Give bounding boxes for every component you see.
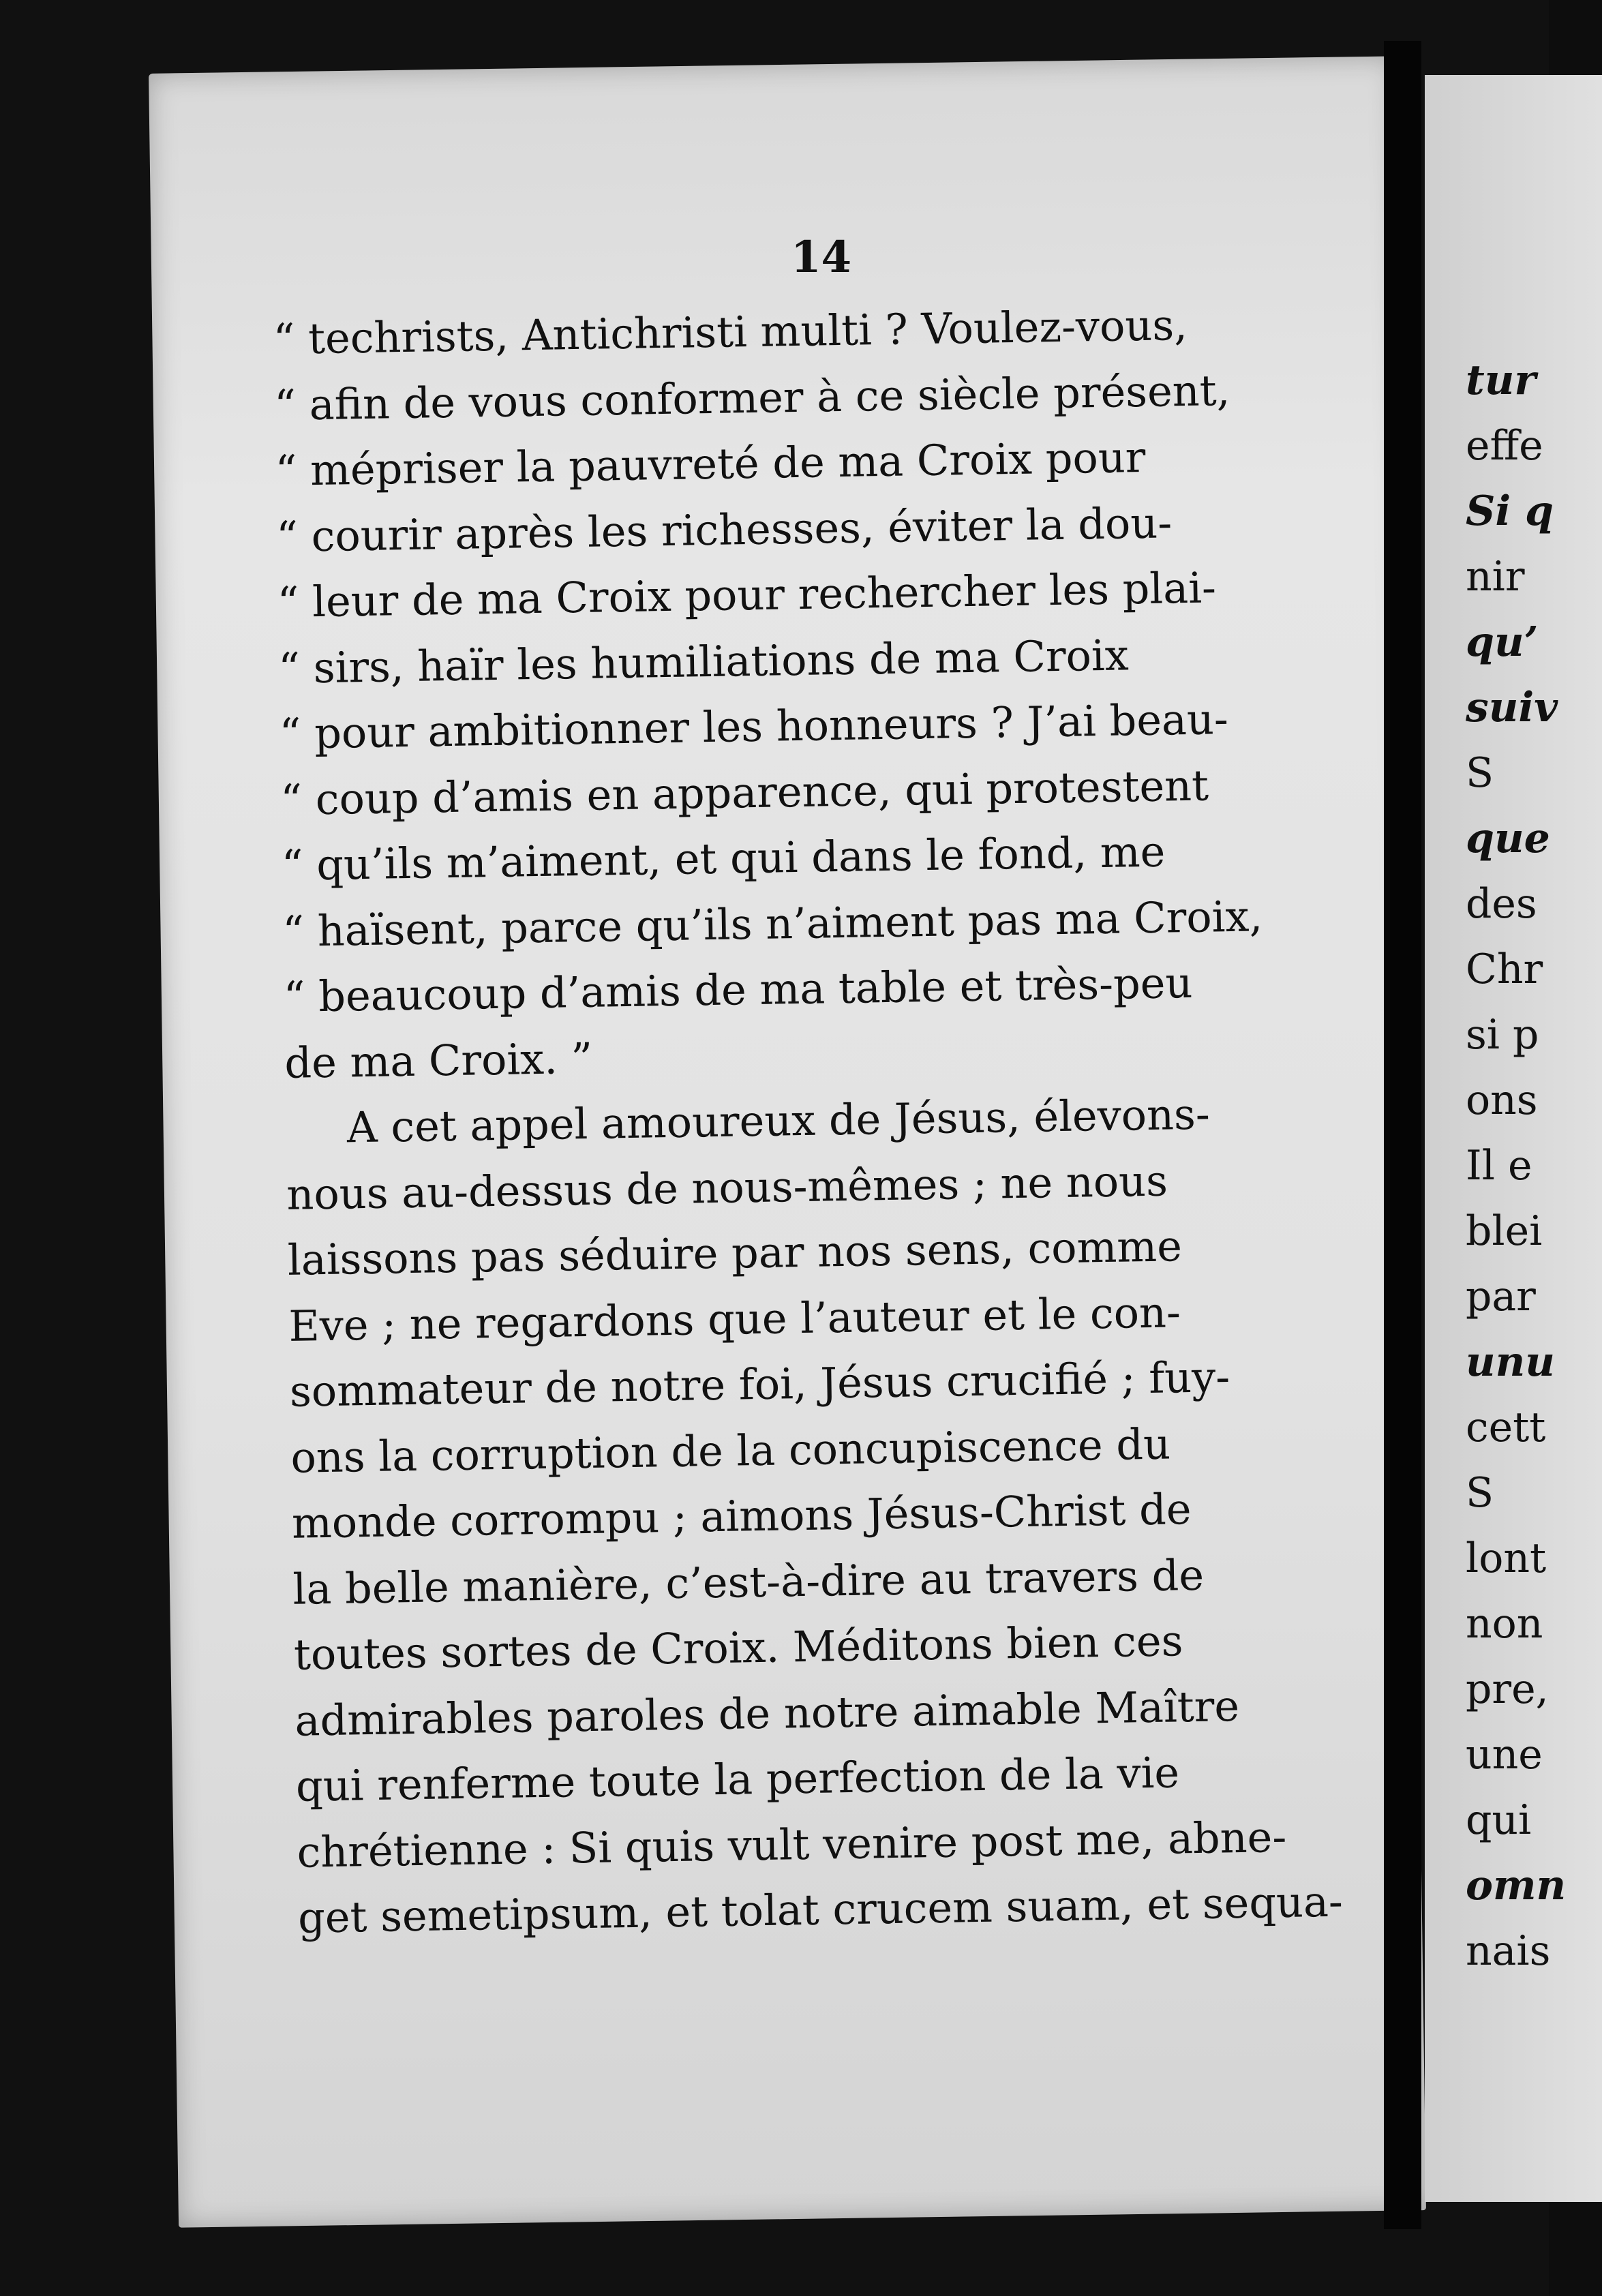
right-fragment: qu’ <box>1466 618 1539 666</box>
text-line: chrétienne : Si quis vult venire post me, abne- <box>297 1811 1287 1877</box>
right-fragment: lont <box>1466 1535 1547 1582</box>
text-line: monde corrompu ; aimons Jésus-Christ de <box>291 1484 1192 1548</box>
right-fragment: cett <box>1466 1404 1546 1451</box>
text-line: Eve ; ne regardons que l’auteur et le con- <box>288 1286 1181 1351</box>
right-fragment: tur <box>1466 357 1536 404</box>
text-line: “ qu’ils m’aiment, et qui dans le fond, me <box>281 826 1166 890</box>
text-line: “ pour ambitionner les honneurs ? J’ai beau- <box>279 694 1229 759</box>
right-fragment: Si q <box>1466 487 1554 535</box>
right-fragment: blei <box>1466 1207 1543 1255</box>
text-line: “ courir après les richesses, éviter la dou- <box>275 497 1173 562</box>
text-line: “ beaucoup d’amis de ma table et très-peu <box>283 957 1193 1022</box>
right-page-text <box>1466 348 1566 1984</box>
text-line: “ sirs, haïr les humiliations de ma Croix <box>277 629 1130 693</box>
paragraph-first-line: A cet appel amoureux de Jésus, élevons- <box>346 1089 1211 1153</box>
page-number: 14 <box>791 232 852 283</box>
text-line: toutes sortes de Croix. Méditons bien ces <box>293 1616 1183 1680</box>
right-fragment: nais <box>1466 1927 1551 1975</box>
right-fragment: une <box>1466 1731 1543 1779</box>
text-line: la belle manière, c’est-à-dire au travers de <box>292 1550 1205 1614</box>
right-fragment: des <box>1466 880 1537 928</box>
main-text-block <box>273 290 1389 1951</box>
text-line: nous au-dessus de nous-mêmes ; ne nous <box>286 1155 1168 1220</box>
text-line: “ leur de ma Croix pour rechercher les plai- <box>277 562 1217 627</box>
right-fragment: suiv <box>1466 684 1558 731</box>
text-line: qui renferme toute la perfection de la vie <box>295 1747 1180 1811</box>
right-fragment: S <box>1466 1469 1494 1517</box>
right-fragment: non <box>1466 1600 1543 1648</box>
text-line: “ coup d’amis en apparence, qui protestent <box>279 760 1209 825</box>
text-line: “ haïsent, parce qu’ils n’aiment pas ma Croix, <box>282 890 1263 956</box>
right-fragment: Il e <box>1466 1142 1532 1190</box>
text-line: de ma Croix. ” <box>284 1033 593 1088</box>
right-fragment: unu <box>1466 1338 1555 1386</box>
text-line: ons la corruption de la concupiscence du <box>290 1419 1171 1483</box>
text-line: “ afin de vous conformer à ce siècle présent, <box>273 365 1230 430</box>
right-fragment: que <box>1466 815 1550 862</box>
right-fragment: omn <box>1466 1862 1567 1909</box>
right-fragment: ons <box>1466 1076 1538 1124</box>
right-fragment: nir <box>1466 553 1525 601</box>
text-line: “ techrists, Antichristi multi ? Voulez-vous, <box>273 299 1188 364</box>
book-gutter <box>1384 41 1421 2229</box>
right-fragment: Chr <box>1466 946 1543 993</box>
text-line: laissons pas séduire par nos sens, comme <box>287 1221 1183 1285</box>
right-fragment: effe <box>1466 422 1543 470</box>
text-line: sommateur de notre foi, Jésus crucifié ; fuy- <box>289 1352 1230 1417</box>
text-line: “ mépriser la pauvreté de ma Croix pour <box>275 432 1146 496</box>
right-fragment: pre, <box>1466 1665 1549 1713</box>
right-fragment: par <box>1466 1273 1536 1320</box>
text-line: get semetipsum, et tolat crucem suam, et sequa- <box>297 1876 1344 1943</box>
right-fragment: qui <box>1466 1796 1532 1844</box>
right-fragment: S <box>1466 749 1494 797</box>
right-fragment: si p <box>1466 1011 1539 1059</box>
text-line: admirables paroles de notre aimable Maître <box>294 1680 1240 1746</box>
